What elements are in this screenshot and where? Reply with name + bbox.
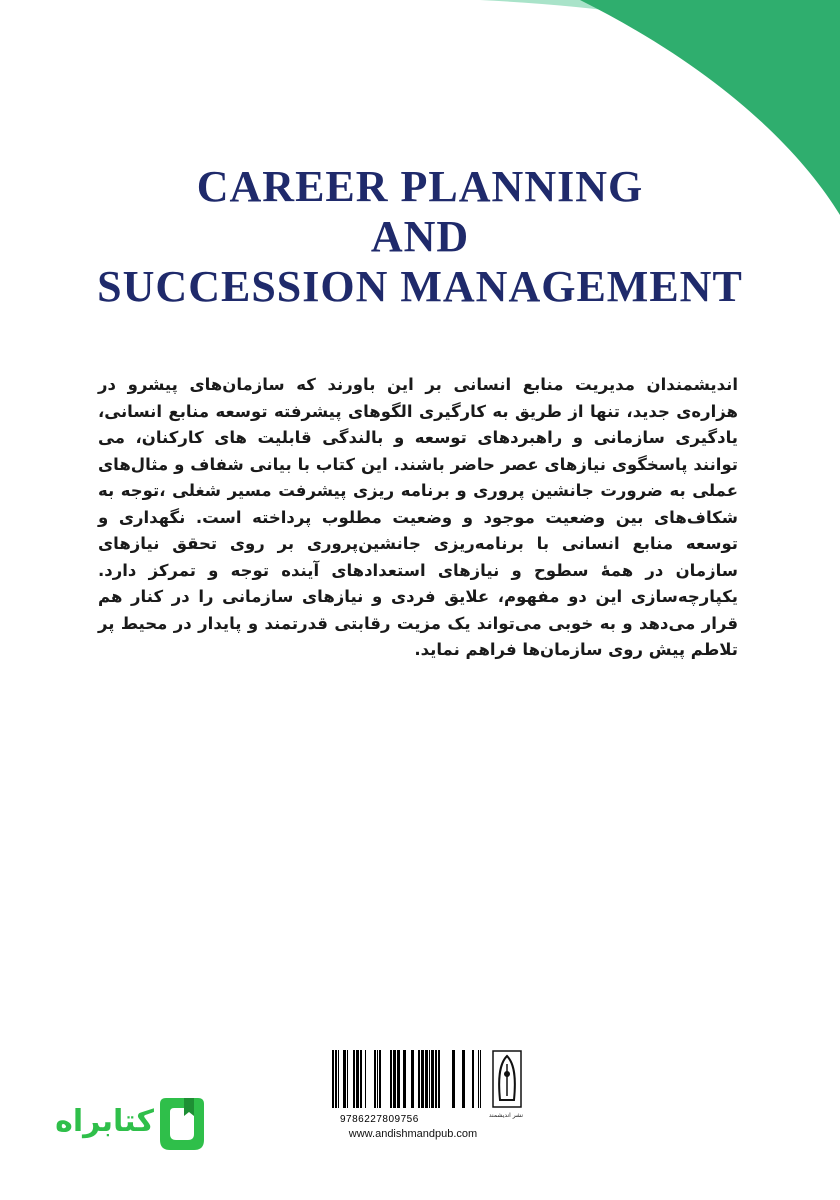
store-logo: [36, 1094, 216, 1154]
barcode-area: [328, 1048, 524, 1140]
title-line-1: CAREER PLANNING: [196, 162, 644, 211]
publisher-website: www.andishmandpub.com: [348, 1128, 478, 1140]
book-title: [0, 162, 840, 312]
barcode-icon: [330, 1050, 490, 1110]
publisher-logo-icon: [492, 1050, 522, 1110]
publisher-name: نشر اندیشمند: [488, 1112, 524, 1119]
store-brand-text: کتابراه: [55, 1104, 154, 1139]
title-line-2: AND: [370, 212, 470, 261]
book-description: اندیشمندان مدیریت منابع انسانی بر این باورند که سازمان‌های پیشرو در هزاره‌ی جدید، تنها از طریق به کارگیری الگوهای پیشرفته توسعه منابع انسانی، یادگیری سازمانی و راهبردهای توسعه و بالندگی قابلیت های کارکنان، می توانند پاسخگوی نیازهای عصر حاضر باشند. این کتاب با بیانی شفاف و مثال‌های عملی به ضرورت جانشین پروری و برنامه ریزی پیشرفت مسیر شغلی ،توجه به شکاف‌های بین وضعیت موجود و وضعیت مطلوب پرداخته است. نگهداری و توسعه منابع انسانی با برنامه‌ریزی جانشین‌پروری بر روی تحقق نیازهای سازمان در همهٔ سطوح و نیازهای استعدادهای آینده توجه و تمرکز دارد. یکپارچه‌سازی این دو مفهوم، علایق فردی و نیازهای سازمانی را در کنار هم قرار می‌دهد و به خوبی می‌تواند یک مزیت رقابتی قدرتمند و پایدار در محیط پر تلاطم پیش روی سازمان‌ها فراهم نماید.: [98, 375, 738, 659]
title-line-3: SUCCESSION MANAGEMENT: [97, 262, 743, 311]
isbn-number: 9786227809756: [340, 1114, 419, 1125]
book-bookmark-icon: [154, 1094, 210, 1154]
